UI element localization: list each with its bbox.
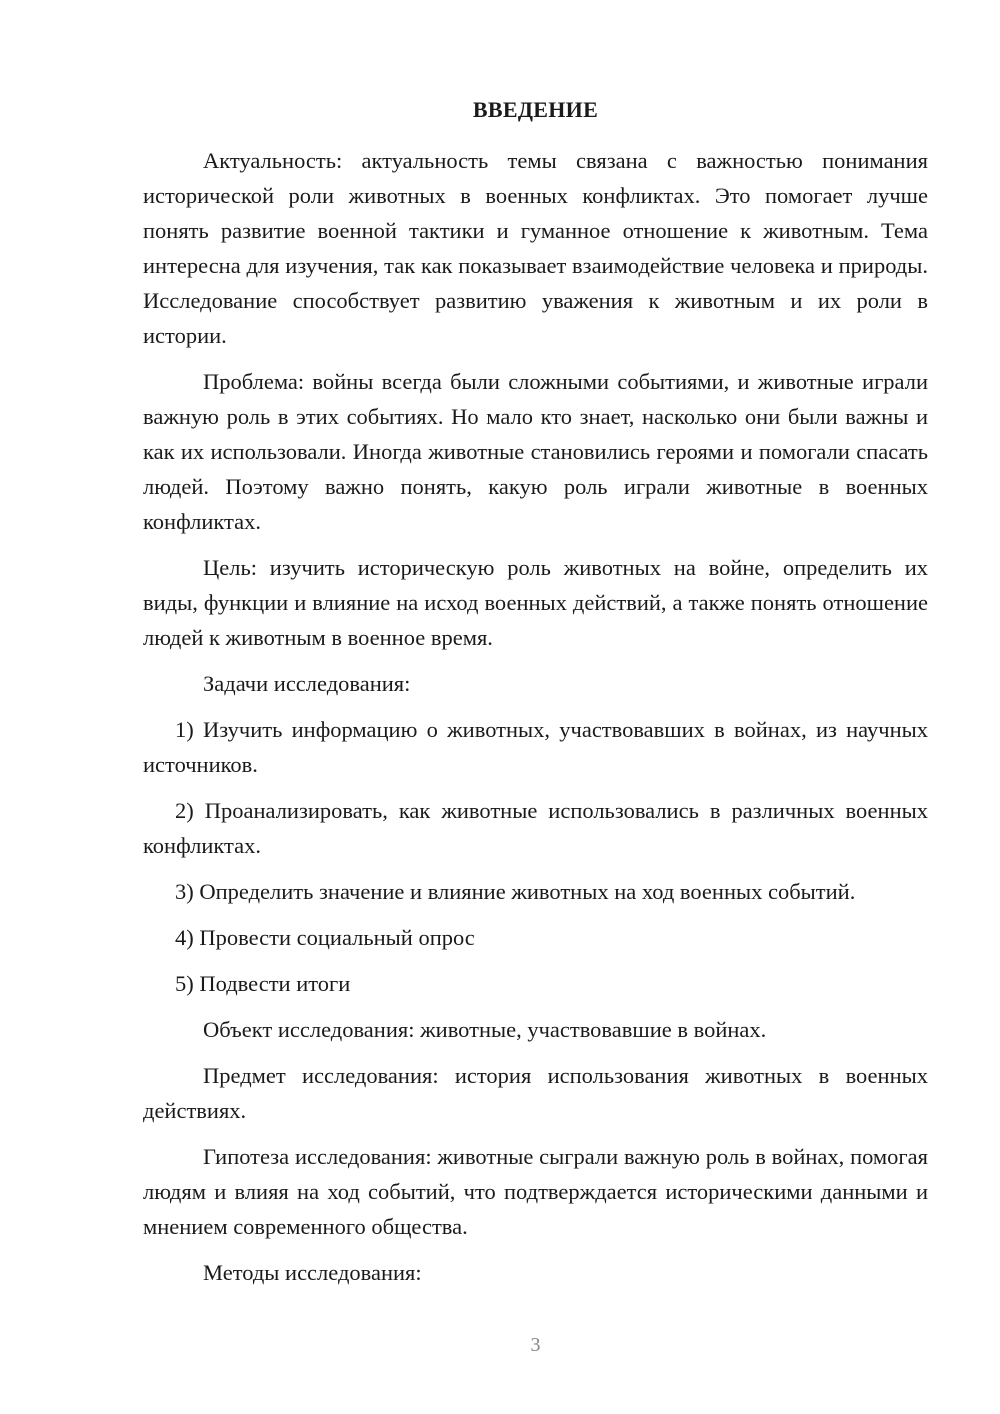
paragraph-subject: Предмет исследования: история использования животных в военных действиях. bbox=[143, 1063, 928, 1123]
document-body bbox=[143, 143, 928, 1301]
paragraph-goal: Цель: изучить историческую роль животных на войне, определить их виды, функции и влияние на исход военных действий, а также понять отношение людей к животным в военное время. bbox=[143, 555, 928, 650]
task-item-3: 3) Определить значение и влияние животных на ход военных событий. bbox=[175, 879, 856, 904]
task-item-4: 4) Провести социальный опрос bbox=[175, 925, 475, 950]
methods-heading: Методы исследования: bbox=[203, 1260, 422, 1285]
document-page bbox=[143, 0, 928, 1414]
paragraph-hypothesis: Гипотеза исследования: животные сыграли важную роль в войнах, помогая людям и влияя на ход событий, что подтверждается историческими данными и мнением современного общества. bbox=[143, 1144, 928, 1239]
page-number: 3 bbox=[530, 1334, 541, 1356]
paragraph-object: Объект исследования: животные, участвовавшие в войнах. bbox=[203, 1017, 767, 1042]
paragraph-problem: Проблема: войны всегда были сложными событиями, и животные играли важную роль в этих событиях. Но мало кто знает, насколько они были важны и как их использовали. Иногда животные становились героями и помогали спасать людей. Поэтому важно понять, какую роль играли животные в военных конфликтах. bbox=[143, 369, 928, 534]
paragraph-relevance: Актуальность: актуальность темы связана с важностью понимания исторической роли животных в военных конфликтах. Это помогает лучше понять развитие военной тактики и гуманное отношение к животным. Тема интересна для изучения, так как показывает взаимодействие человека и природы. Исследование способствует развитию уважения к животным и их роли в истории. bbox=[143, 148, 928, 348]
task-item-5: 5) Подвести итоги bbox=[175, 971, 351, 996]
tasks-heading: Задачи исследования: bbox=[203, 671, 411, 696]
task-item-2: 2) Проанализировать, как животные использовались в различных военных конфликтах. bbox=[143, 798, 928, 858]
section-title: ВВЕДЕНИЕ bbox=[472, 97, 599, 122]
task-item-1: 1) Изучить информацию о животных, участвовавших в войнах, из научных источников. bbox=[143, 717, 928, 777]
